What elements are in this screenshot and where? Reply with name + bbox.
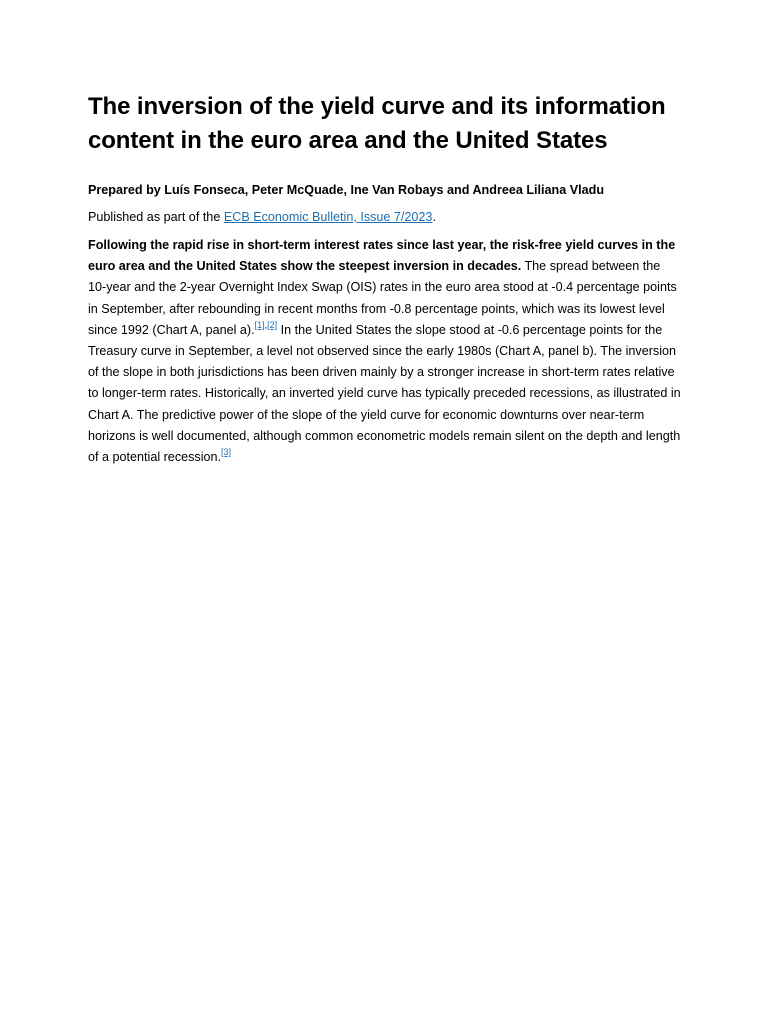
footnote-link-1[interactable]: [1] [254,319,265,330]
publication-suffix: . [432,210,436,224]
lead-sentence: Following the rapid rise in short-term interest rates since last year, the risk-free yield curves in the euro area and the United States show the steepest inversion in decades. [88,238,676,274]
footnote-separator: , [264,319,268,330]
footnote-ref-3 [221,447,231,457]
article-authors: Prepared by Luís Fonseca, Peter McQuade, Ine Van Robays and Andreea Liliana Vladu [88,183,605,197]
publication-prefix: Published as part of the [88,210,224,224]
article-title: The inversion of the yield curve and its information content in the euro area and the United States [88,93,666,154]
article [88,90,682,468]
body-text-part-1: The spread between the 10-year and the 2-year Overnight Index Swap (OIS) rates in the euro area stood at -0.4 percentage points in September, after rebounding in recent months from -0.8 percentage points, which was its lowest level since 1992 (Chart A, panel a). [88,259,677,337]
footnote-ref-1 [255,320,265,330]
body-text-part-2: In the United States the slope stood at -0.6 percentage points for the Treasury curve in September, a level not observed since the early 1980s (Chart A, panel b). The inversion of the slope in both jurisdictions has been driven mainly by a stronger increase in short-term rates relative to longer-term rates. Historically, an inverted yield curve has typically preceded recessions, as illustrated in Chart A. The predictive power of the slope of the yield curve for economic downturns over near-term horizons is well documented, although common econometric models remain silent on the depth and length of a potential recession. [88,322,681,465]
footnote-link-2[interactable]: [2] [267,319,278,330]
footnote-link-3[interactable]: [3] [221,447,232,458]
bulletin-link[interactable]: ECB Economic Bulletin, Issue 7/2023 [223,210,433,224]
publication-note [88,208,682,226]
article-body [88,235,682,468]
footnote-ref-2 [264,319,278,330]
